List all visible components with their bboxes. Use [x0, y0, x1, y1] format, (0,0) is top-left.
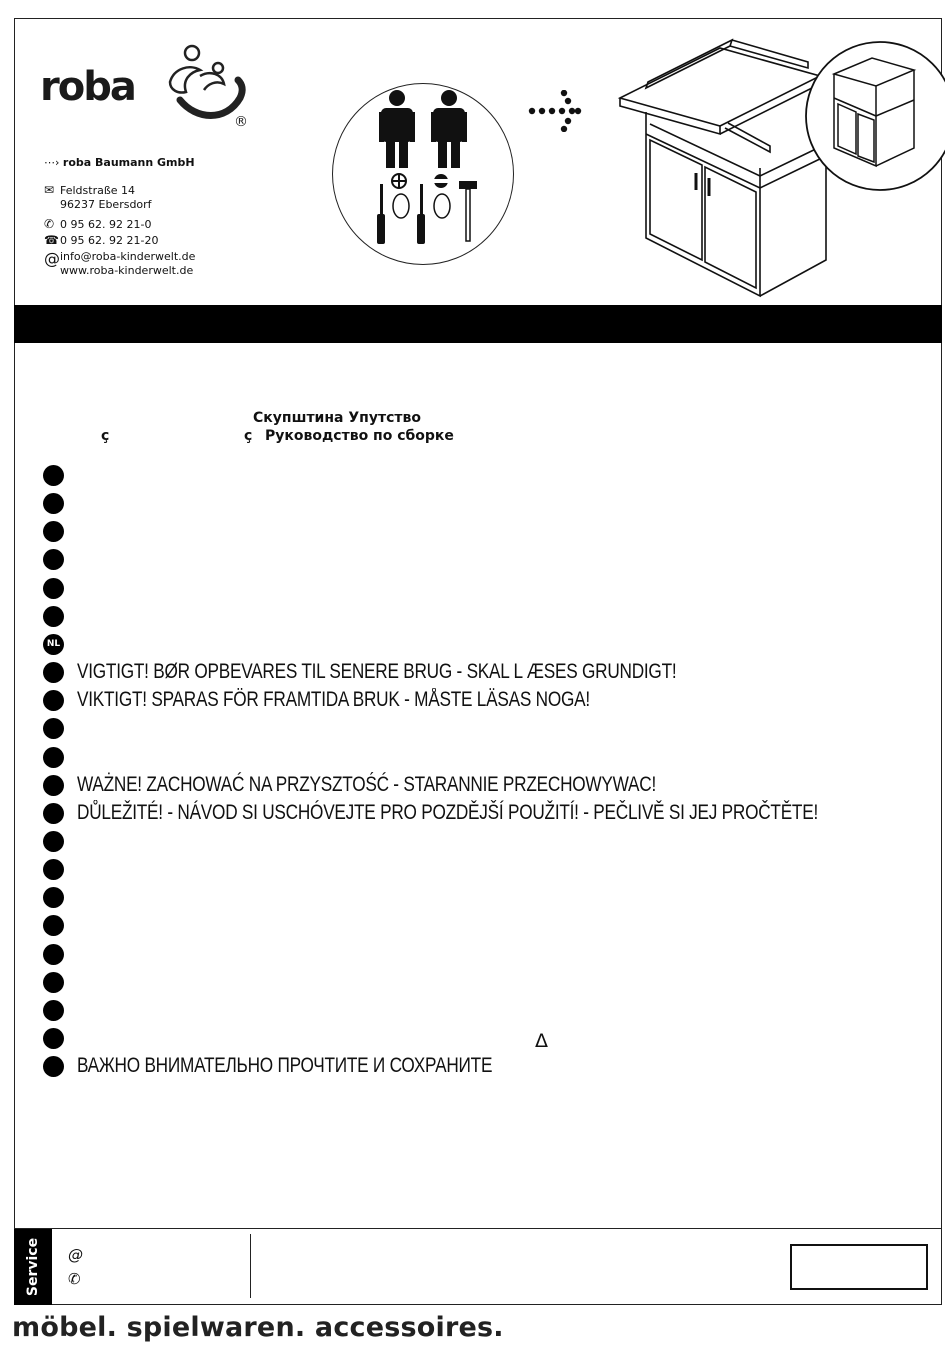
language-warning-text: ВАЖНО ВНИМАТЕЛЬНО ПРОЧТИТЕ И СОХРАНИТЕ — [77, 1054, 493, 1078]
language-badge-icon — [43, 1000, 64, 1021]
email-link[interactable]: info@roba-kinderwelt.de — [60, 250, 196, 263]
phone-icon: ✆ — [44, 217, 55, 231]
language-warning-text: WAŻNE! ZACHOWAĆ NA PRZYSZTOŚĆ - STARANNIE PRZECHOWYWAC! — [77, 772, 656, 796]
language-warning-text: DŮLEŽITÉ! - NÁVOD SI USCHÓVEJTE PRO POZDĚJŠÍ POUŽITÍ! - PEČLIVĚ SI JEJ PROČTĚTE! — [77, 800, 818, 824]
language-badge-icon: NL — [43, 634, 64, 655]
title-fragment-mid: ç — [244, 428, 253, 444]
arrow-icon: ⋯› — [44, 156, 63, 169]
language-badge-icon — [43, 803, 64, 824]
phone-number: 0 95 62. 92 21-0 — [60, 218, 152, 231]
language-badge-icon — [43, 1028, 64, 1049]
assembly-title-russian: Руководство по сборке — [265, 428, 454, 444]
street: Feldstraße 14 — [60, 184, 136, 197]
city: 96237 Ebersdorf — [60, 198, 152, 211]
service-label-wrap — [14, 1229, 52, 1305]
fax-number: 0 95 62. 92 21-20 — [60, 234, 159, 247]
address-row — [44, 183, 152, 212]
title-fragment-left: ç — [101, 428, 110, 444]
service-divider — [250, 1234, 251, 1298]
fax-row — [44, 233, 158, 248]
language-badge-icon — [43, 831, 64, 852]
language-warning-text: VIKTIGT! SPARAS FÖR FRAMTIDA BRUK - MÅSTE LÄSAS NOGA! — [77, 688, 590, 712]
language-badge-icon — [43, 944, 64, 965]
fax-icon: ☎ — [44, 233, 59, 247]
changing-table-illustration — [610, 28, 945, 303]
web-row — [44, 250, 195, 278]
brand-logo-text: roba — [40, 64, 135, 110]
service-email-icon: @ — [68, 1246, 83, 1264]
language-badge-icon — [43, 1056, 64, 1077]
tagline: möbel. spielwaren. accessoires. — [12, 1312, 504, 1343]
assembly-title-serbian: Скупштина Упутство — [253, 410, 421, 426]
language-badge-icon — [43, 662, 64, 683]
language-badge-icon — [43, 775, 64, 796]
footer-divider — [14, 1228, 942, 1229]
dotted-arrow-icon — [528, 90, 588, 132]
phone-row — [44, 217, 151, 232]
language-badge-icon — [43, 972, 64, 993]
registered-mark: ® — [234, 114, 248, 130]
company-name: ⋯› roba Baumann GmbH — [44, 156, 195, 169]
website-link[interactable]: www.roba-kinderwelt.de — [60, 264, 194, 277]
language-badge-icon — [43, 747, 64, 768]
tools-required-circle — [332, 83, 514, 265]
language-badge-icon — [43, 493, 64, 514]
article-number-box — [790, 1244, 928, 1290]
language-badge-icon — [43, 606, 64, 627]
delta-mark: Δ — [535, 1030, 548, 1052]
envelope-icon: ✉ — [44, 183, 55, 197]
language-badge-icon — [43, 578, 64, 599]
language-badge-icon — [43, 859, 64, 880]
service-label: Service — [25, 1237, 42, 1297]
roba-logo-icon — [160, 40, 255, 132]
two-persons-tools-icon — [333, 84, 515, 266]
at-icon: @ — [44, 249, 60, 268]
language-warning-text: VIGTIGT! BØR OPBEVARES TIL SENERE BRUG - SKAL L ÆSES GRUNDIGT! — [77, 660, 677, 684]
title-band — [14, 305, 942, 343]
service-phone-icon: ✆ — [68, 1270, 81, 1288]
language-badge-icon — [43, 465, 64, 486]
